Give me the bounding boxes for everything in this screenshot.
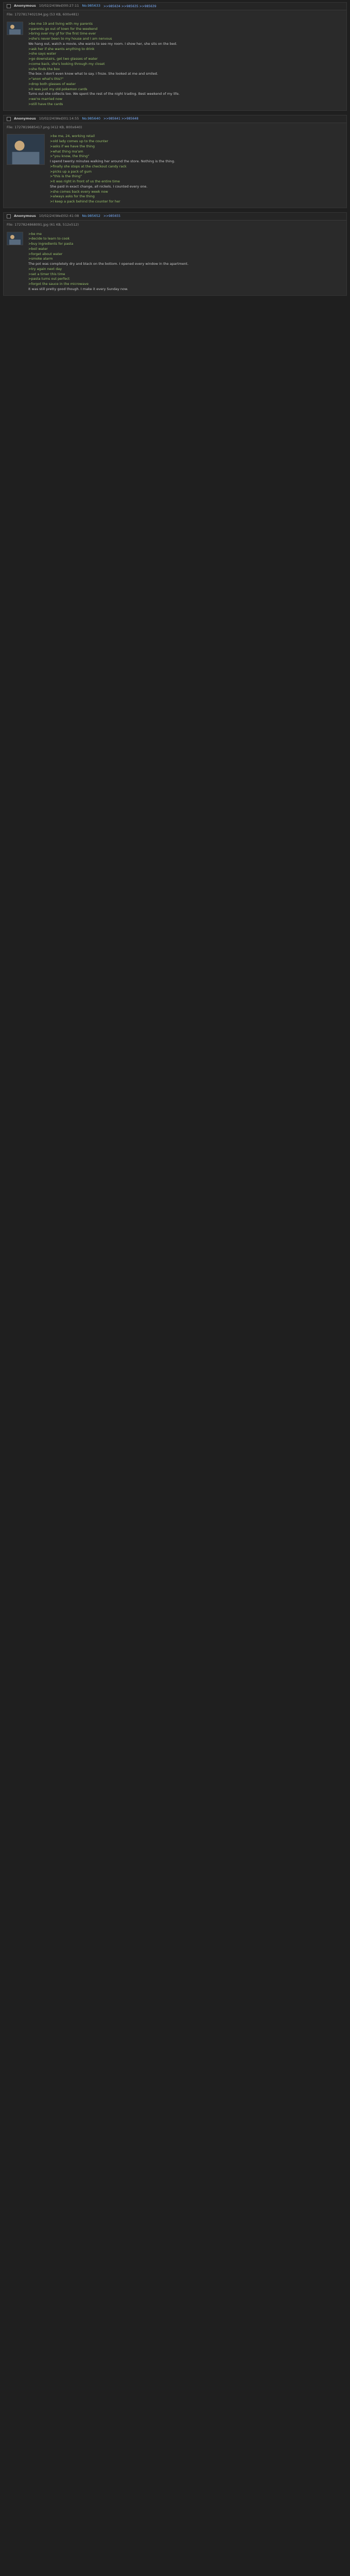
post-select-checkbox[interactable] [7,214,11,218]
post-date: 10/02/24(Wed)01:14:55 [39,116,79,121]
greentext-line: >she finds the box [28,66,60,71]
post-text [50,134,343,205]
greentext-line: >set a timer this time [28,272,65,276]
file-info[interactable]: File: 1727819685417.png (412 KB, 800x640) [7,125,82,129]
file-info[interactable]: File: 1727817402194.jpg (53 KB, 600x481) [7,12,79,16]
greentext-line: >smoke alarm [28,257,53,261]
post [3,212,347,296]
greentext-line: >always asks for the thing [50,194,95,199]
greentext-line: >come back, she's looking through my closet [28,61,105,66]
reply-links[interactable]: >>985655 [103,214,120,218]
post-date: 10/02/24(Wed)02:41:08 [39,213,79,218]
post-body [4,131,346,208]
greentext-line: >"anon what's this?" [28,77,64,81]
greentext-line: >drop both glasses of water [28,81,76,86]
text-line: It was still pretty good though. I make it every Sunday now. [28,286,128,291]
greentext-line: >forget about water [28,251,63,256]
greentext-line: >buy ingredients for pasta [28,242,74,246]
text-line: Turns out she collects too. We spent the rest of the night trading. Best weekend of my life. [28,92,180,96]
post [3,2,347,111]
greentext-line: >she's never been to my house and I am nervous [28,37,112,41]
greentext-line: >boil water [28,246,48,251]
post-select-checkbox[interactable] [7,4,11,8]
post-header [4,3,346,10]
greentext-line: >go downstairs, get two glasses of water [28,57,98,61]
text-line: The pot was completely dry and black on the bottom. I opened every window in the apartment. [28,262,189,266]
post-image-thumbnail[interactable] [7,134,45,165]
greentext-line: >she comes back every week now [50,189,108,194]
greentext-line: >old lady comes up to the counter [50,139,109,143]
poster-name: Anonymous [14,4,36,8]
reply-links[interactable]: >>985634 >>985635 >>985639 [103,4,156,8]
post-image-thumbnail[interactable] [7,22,23,35]
post-body [4,229,346,295]
post-number-link[interactable]: No.985652 [82,213,100,218]
post [3,115,347,208]
greentext-line: >be me 19 and living with my parents [28,21,93,26]
post-header [4,213,346,221]
poster-name: Anonymous [14,213,36,218]
greentext-line: >I keep a pack behind the counter for her [50,199,120,204]
reply-links[interactable]: >>985641 >>985648 [103,117,138,121]
greentext-line: >try again next day [28,266,62,271]
greentext-line: >be me, 24, working retail [50,134,95,139]
greentext-line: >"you know, the thing" [50,154,90,159]
greentext-line: >what thing ma'am [50,149,83,154]
post-image-thumbnail[interactable] [7,232,23,245]
greentext-line: >ask her if she wants anything to drink [28,46,95,51]
greentext-line: >we're married now [28,97,63,101]
greentext-line: >it was right in front of us the entire time [50,179,120,183]
file-info[interactable]: File: 1727824868091.jpg (61 KB, 512x512) [7,222,79,227]
post-text [28,22,343,107]
greentext-line: >still have the cards [28,101,63,106]
post-date: 10/02/24(Wed)00:27:11 [39,4,79,8]
greentext-line: >decide to learn to cook [28,236,70,241]
text-line: She paid in exact change, all nickels. I counted every one. [50,184,148,189]
greentext-line: >"this is the thing" [50,174,82,179]
text-line: We hang out, watch a movie, she wants to see my room. I show her, she sits on the bed. [28,41,178,46]
greentext-line: >forgot the sauce in the microwave [28,282,89,286]
greentext-line: >finally she stops at the checkout candy rack [50,164,127,168]
post-select-checkbox[interactable] [7,117,11,121]
greentext-line: >pasta turns out perfect [28,277,70,281]
post-header [4,115,346,123]
text-line: The box. I don't even know what to say. I froze. She looked at me and smiled. [28,72,158,76]
post-body [4,19,346,110]
text-line: I spend twenty minutes walking her around the store. Nothing is the thing. [50,159,176,163]
post-number-link[interactable]: No.985633 [82,4,100,8]
greentext-line: >picks up a pack of gum [50,169,92,174]
greentext-line: >asks if we have the thing [50,144,95,148]
post-number-link[interactable]: No.985640 [82,116,100,121]
greentext-line: >parents go out of town for the weekend [28,26,98,31]
poster-name: Anonymous [14,116,36,121]
thread [0,2,350,296]
post-text [28,232,343,292]
greentext-line: >she says water [28,52,57,56]
greentext-line: >it was just my old pokemon cards [28,87,87,91]
greentext-line: >be me [28,231,42,236]
greentext-line: >bring over my gf for the first time ever [28,31,96,36]
